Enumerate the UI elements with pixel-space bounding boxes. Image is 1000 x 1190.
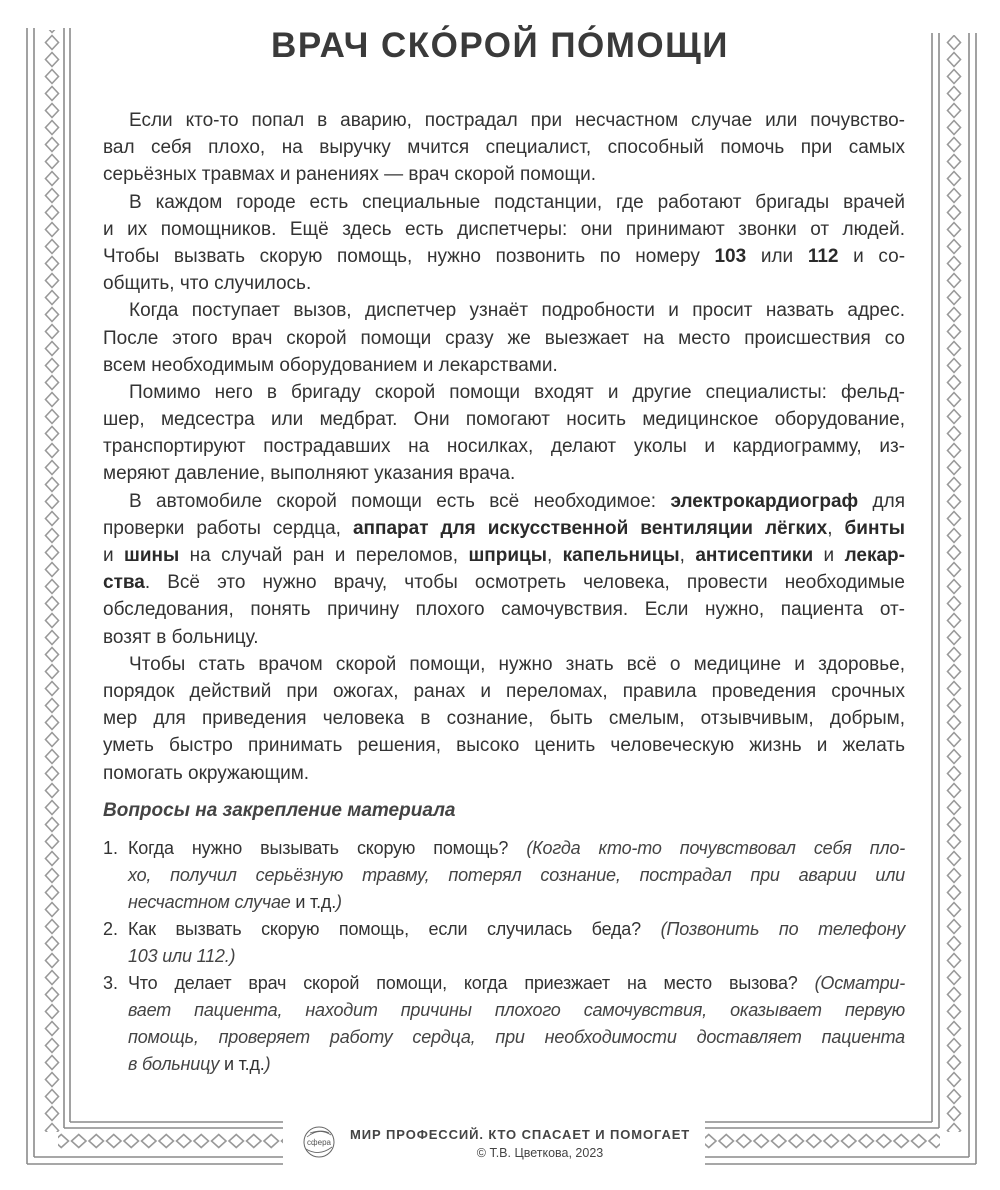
text-run: В автомобиле скорой помощи есть всё необходимое:	[129, 490, 671, 512]
text-run: общить, что случилось.	[103, 273, 312, 295]
text-run: серьёзных травмах и ранениях — врач скорой помощи.	[103, 164, 597, 186]
text-line	[128, 889, 905, 916]
footer	[300, 1124, 720, 1164]
text-line	[103, 379, 905, 406]
text-line	[103, 406, 905, 433]
bold-term: ства	[103, 572, 145, 594]
text-run: ,	[546, 545, 563, 566]
page-title: ВРАЧ СКО́РОЙ ПО́МОЩИ	[271, 26, 729, 65]
text-line	[128, 835, 905, 862]
text-run: обследования, понять причину плохого самочувствия. Если нужно, пациента от-	[103, 599, 905, 621]
text-run: Чтобы стать врачом скорой помощи, нужно знать всё о медицине и здоровье,	[129, 653, 905, 675]
text-line	[103, 325, 905, 352]
bold-term: электрокардиограф	[670, 490, 859, 512]
text-line	[103, 216, 905, 243]
text-line	[103, 107, 905, 134]
bold-term: лекар-	[844, 545, 905, 566]
answer-text: помощь, проверяет работу сердца, при необходимости доставляет пациента	[128, 1027, 905, 1047]
question-number: 1.	[103, 838, 119, 858]
text-line	[103, 569, 905, 596]
text-line	[103, 189, 905, 216]
text-line	[128, 997, 905, 1024]
article-body	[103, 107, 905, 787]
text-run: После этого врач скорой помощи сразу же выезжает на место происшествия со	[103, 327, 905, 349]
bold-term: 112	[807, 245, 839, 267]
text-run: ,	[827, 517, 845, 539]
text-run: и	[813, 545, 845, 566]
text-run: Помимо него в бригаду скорой помощи входят и другие специалисты: фельд-	[129, 381, 905, 403]
paragraph	[103, 651, 905, 787]
bold-term: шприцы	[468, 545, 547, 566]
text-run: и со-	[838, 245, 906, 267]
bold-term: бинты	[844, 517, 905, 539]
text-run: всем необходимым оборудованием и лекарствами.	[103, 354, 558, 376]
text-line	[103, 134, 905, 161]
text-run: Чтобы вызвать скорую помощь, нужно позвонить по номеру	[103, 245, 715, 267]
text-run: помогать окружающим.	[103, 762, 310, 784]
text-run: и т.д.	[290, 892, 337, 912]
question-number: 3.	[103, 973, 119, 993]
answer-text: несчастном случае	[128, 892, 291, 912]
text-line	[103, 488, 905, 515]
svg-text:сфера: сфера	[307, 1138, 331, 1147]
text-line	[103, 270, 905, 297]
answer-text: )	[264, 1054, 271, 1074]
questions-heading: Вопросы на закрепление материала	[103, 800, 456, 821]
bold-term: 103	[714, 245, 747, 267]
copyright: © Т.В. Цветкова, 2023	[476, 1146, 604, 1160]
text-run: уметь быстро принимать решения, высоко ценить человеческую жизнь и желать	[103, 735, 905, 757]
text-run: мер для приведения человека в сознание, быть смелым, отзывчивым, добрым,	[103, 708, 905, 730]
bold-term: шины	[124, 545, 180, 566]
answer-text: вает пациента, находит причины плохого самочувствия, оказывает первую	[128, 1000, 905, 1020]
answer-text: (Когда кто-то почувствовал себя пло-	[526, 838, 906, 858]
text-line	[103, 515, 905, 542]
text-run: для	[858, 490, 905, 512]
text-line	[128, 970, 905, 997]
text-line	[103, 760, 905, 787]
answer-text: (Осматри-	[814, 973, 905, 993]
text-line	[103, 542, 905, 569]
text-line	[103, 161, 905, 188]
text-run: проверки работы сердца,	[103, 517, 353, 539]
answer-text: хо, получил серьёзную травму, потерял сознание, пострадал при аварии или	[128, 865, 905, 885]
answer-text: в больницу	[128, 1054, 220, 1074]
text-run: порядок действий при ожогах, ранах и переломах, правила проведения срочных	[103, 680, 905, 702]
text-run: Когда нужно вызывать скорую помощь?	[128, 838, 527, 858]
text-run: Когда поступает вызов, диспетчер узнаёт подробности и просит назвать адрес.	[129, 300, 905, 322]
paragraph	[103, 297, 905, 379]
bold-term: аппарат для искусственной вентиляции лёгких	[352, 517, 828, 539]
text-line	[103, 732, 905, 759]
text-line	[128, 1024, 905, 1051]
text-line	[103, 243, 905, 270]
text-run: возят в больницу.	[103, 626, 259, 648]
text-run: и	[103, 545, 125, 566]
paragraph	[103, 379, 905, 488]
text-line	[103, 624, 905, 651]
paragraph	[103, 107, 905, 189]
text-run: или	[746, 245, 808, 267]
text-run: Что делает врач скорой помощи, когда приезжает на место вызова?	[128, 973, 815, 993]
text-line	[128, 943, 905, 970]
question-item	[103, 970, 905, 1078]
text-line	[103, 651, 905, 678]
text-line	[128, 1051, 905, 1078]
text-run: на случай ран и переломов,	[179, 545, 469, 566]
text-run: вал себя плохо, на выручку мчится специалист, способный помочь при самых	[103, 137, 905, 159]
answer-text: (Позвонить по телефону	[660, 919, 905, 939]
text-line	[128, 916, 905, 943]
text-line	[103, 460, 905, 487]
text-line	[103, 352, 905, 379]
question-number: 2.	[103, 919, 119, 939]
text-run: Как вызвать скорую помощь, если случилась беда?	[128, 919, 661, 939]
paragraph	[103, 189, 905, 298]
text-run: . Всё это нужно врачу, чтобы осмотреть человека, провести необходимые	[144, 572, 905, 594]
bold-term: капельницы	[562, 545, 680, 566]
text-run: шер, медсестра или медбрат. Они помогают носить медицинское оборудование,	[103, 409, 905, 431]
text-line	[103, 705, 905, 732]
text-line	[103, 678, 905, 705]
text-run: и т.д.	[219, 1054, 265, 1074]
questions-list	[103, 835, 905, 1078]
text-run: и их помощников. Ещё здесь есть диспетчеры: они принимают звонки от людей.	[103, 218, 905, 240]
text-run: транспортируют пострадавших на носилках, делают уколы и кардиограмму, из-	[103, 436, 905, 458]
answer-text: 103 или 112.)	[128, 946, 236, 966]
question-item	[103, 916, 905, 970]
text-line	[128, 862, 905, 889]
paragraph	[103, 488, 905, 651]
answer-text: )	[336, 892, 342, 912]
text-run: Если кто-то попал в аварию, пострадал при несчастном случае или почувство-	[129, 110, 905, 131]
text-line	[103, 297, 905, 324]
text-line	[103, 433, 905, 460]
text-run: ,	[679, 545, 696, 566]
question-item	[103, 835, 905, 916]
series-title: МИР ПРОФЕССИЙ. КТО СПАСАЕТ И ПОМОГАЕТ	[350, 1127, 691, 1142]
text-line	[103, 596, 905, 623]
bold-term: антисептики	[695, 545, 814, 566]
text-run: меряют давление, выполняют указания врача.	[103, 463, 516, 485]
text-run: В каждом городе есть специальные подстанции, где работают бригады врачей	[129, 191, 905, 213]
